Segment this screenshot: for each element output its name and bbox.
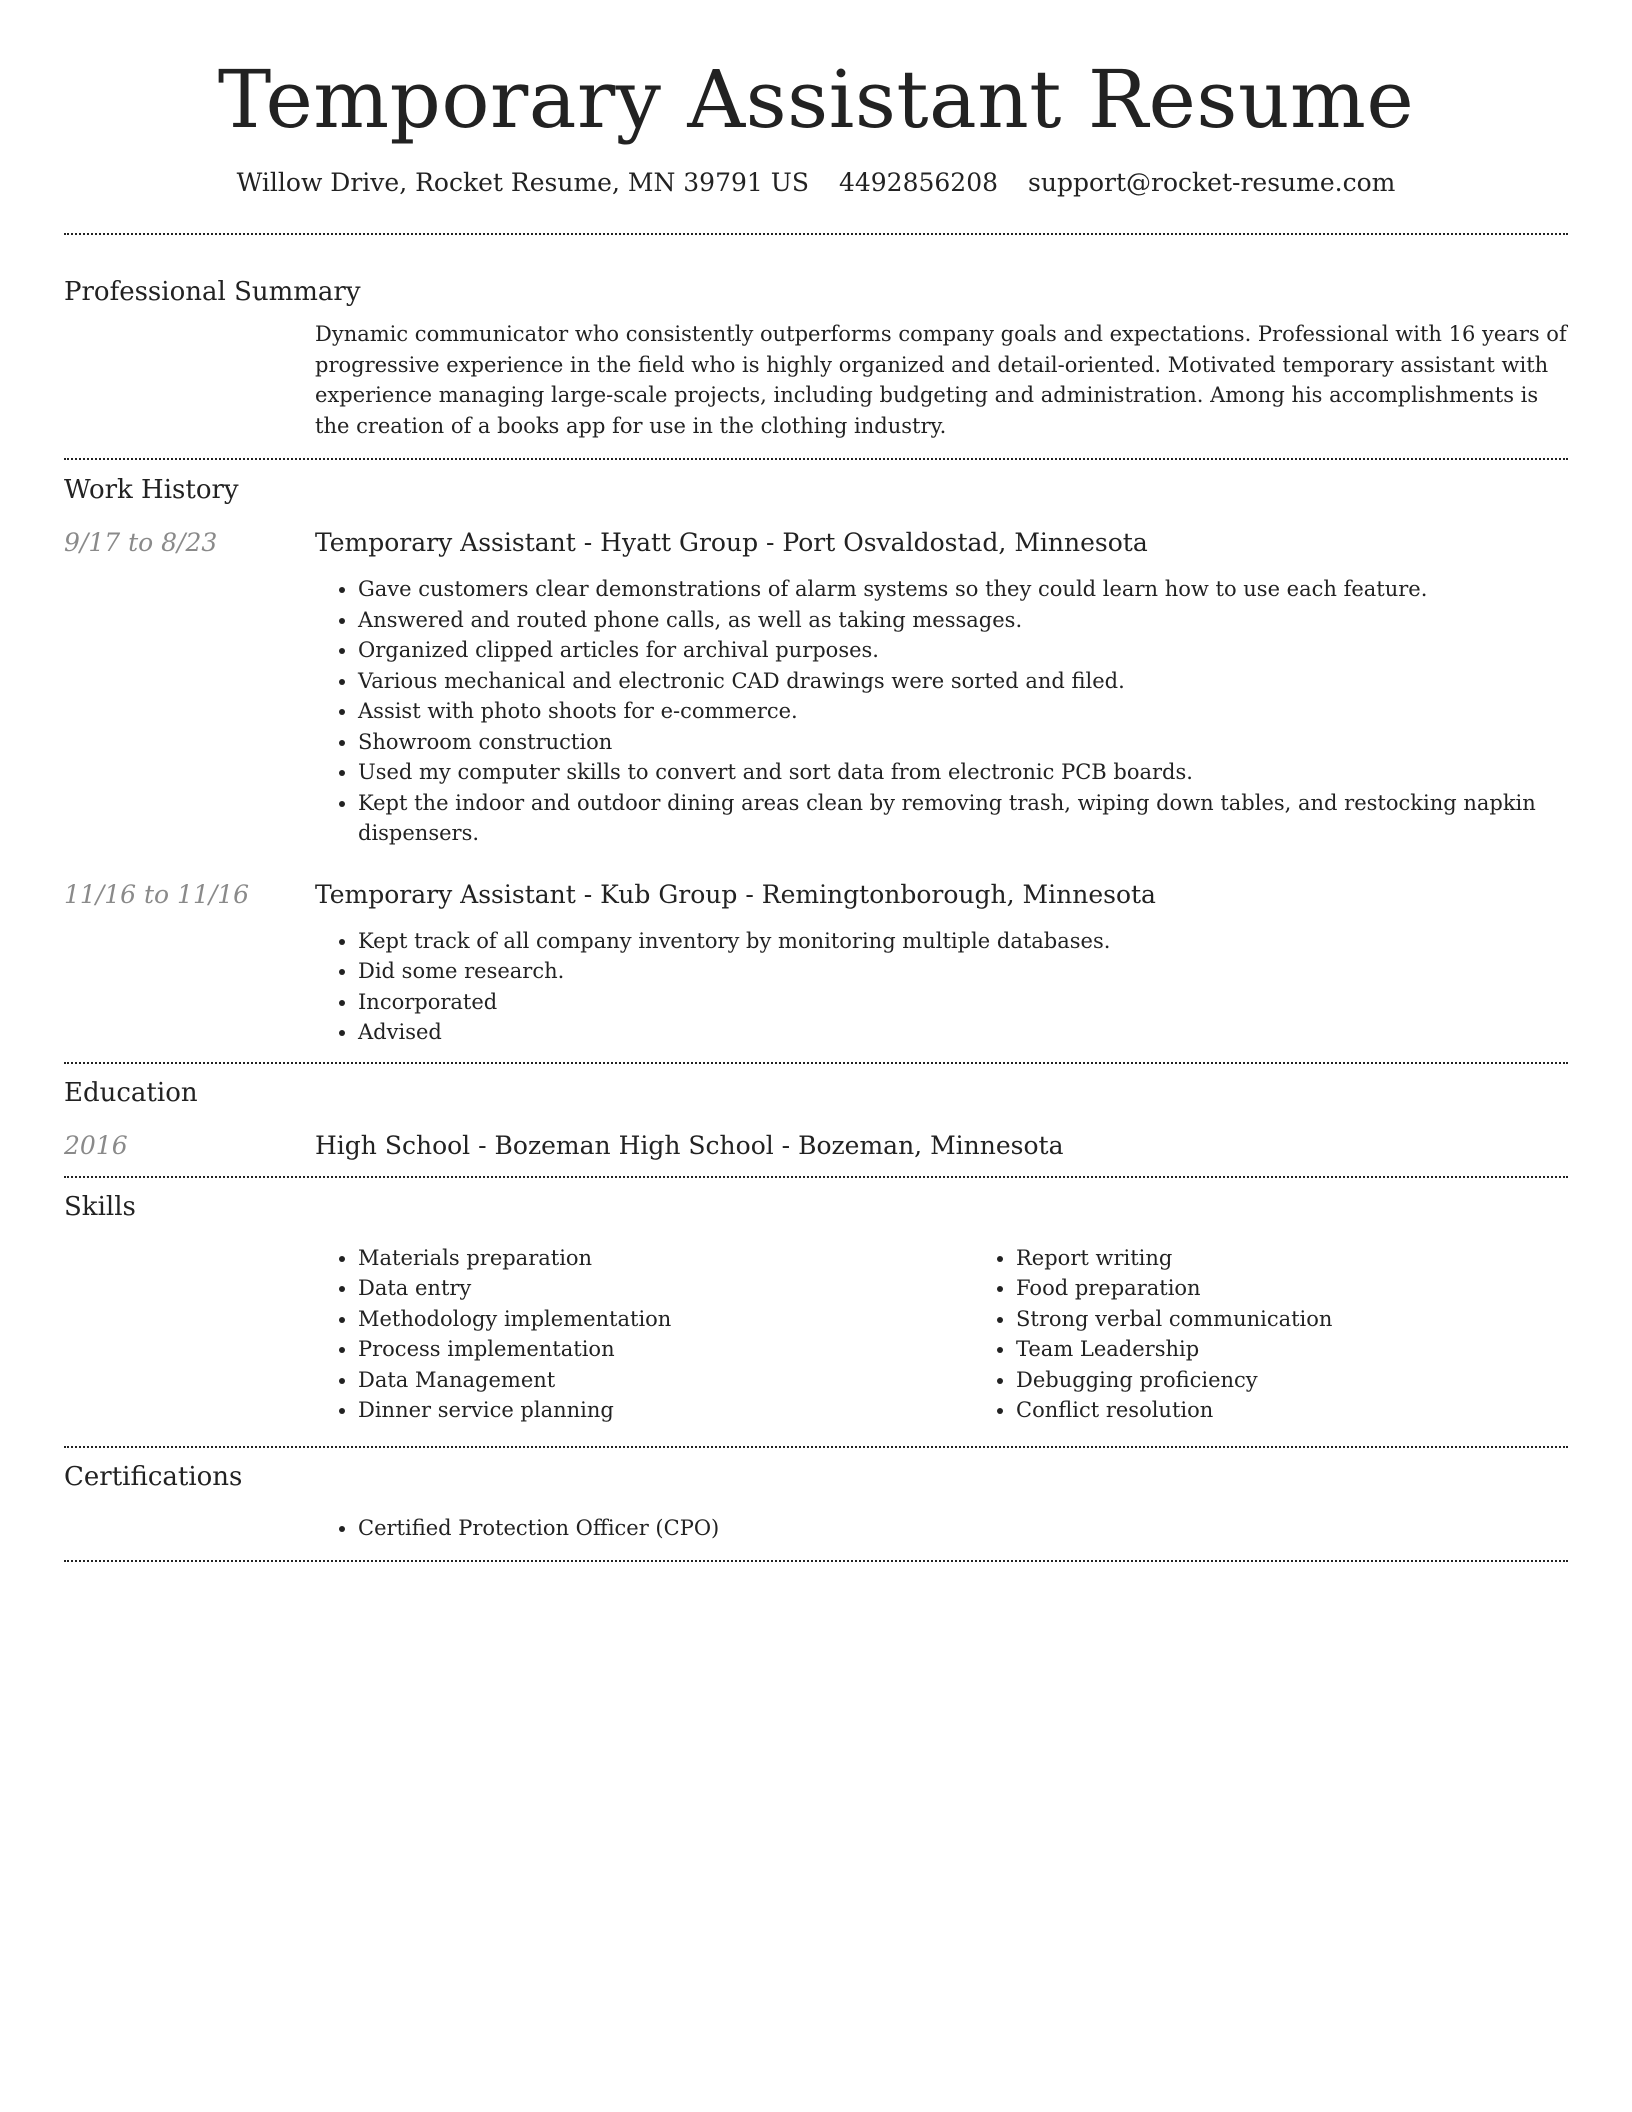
contact-line: [64, 166, 1568, 200]
section-heading-work: Work History: [64, 475, 239, 505]
list-item: • Team Leadership: [1016, 1334, 1568, 1365]
job-title: Temporary Assistant - Hyatt Group - Port Osvaldostad, Minnesota: [315, 528, 1148, 557]
job-body: [315, 878, 1568, 1048]
list-item: • Materials preparation: [358, 1243, 973, 1274]
job-entry: [64, 526, 1568, 849]
list-item: • Incorporated: [358, 987, 1568, 1018]
list-item: • Showroom construction: [358, 727, 1568, 758]
list-item: • Advised: [358, 1017, 1568, 1048]
job-dates: 9/17 to 8/23: [64, 528, 218, 557]
list-item: • Conflict resolution: [1016, 1395, 1568, 1426]
job-bullets: [315, 926, 1568, 1048]
list-item: • Did some research.: [358, 956, 1568, 987]
divider: [64, 233, 1568, 235]
job-entry: [64, 878, 1568, 1048]
certifications-row: [64, 1513, 1568, 1544]
education-date: 2016: [64, 1130, 128, 1160]
list-item: • Answered and routed phone calls, as well as taking messages.: [358, 605, 1568, 636]
list-item: • Process implementation: [358, 1334, 973, 1365]
job-title: Temporary Assistant - Kub Group - Remingtonborough, Minnesota: [315, 879, 1156, 909]
list-item: • Data Management: [358, 1365, 973, 1396]
education-body: [315, 1129, 1568, 1163]
section-heading-summary: Professional Summary: [64, 277, 361, 307]
list-item: • Food preparation: [1016, 1273, 1568, 1304]
job-body: [315, 526, 1568, 849]
summary-left-gutter: [64, 319, 315, 441]
contact-phone: 4492856208: [838, 168, 999, 197]
list-item: • Data entry: [358, 1273, 973, 1304]
list-item: • Assist with photo shoots for e-commerce.: [358, 696, 1568, 727]
summary-text: Dynamic communicator who consistently outperforms company goals and expectations. Professional with 16 years of progressive experience in the field who is highly organized and detail-oriented. Motivated temporary assistant with experience managing large-scale projects, including budgeting and administration. Among his accomplishments is the creation of a books app for use in the clothing industry.: [315, 322, 1567, 438]
list-item: • Report writing: [1016, 1243, 1568, 1274]
list-item: • Certified Protection Officer (CPO): [358, 1513, 1568, 1544]
list-item: • Strong verbal communication: [1016, 1304, 1568, 1335]
job-bullets: [315, 574, 1568, 849]
certifications-body: [315, 1513, 1568, 1544]
list-item: • Various mechanical and electronic CAD drawings were sorted and filed.: [358, 666, 1568, 697]
section-heading-skills: Skills: [64, 1191, 136, 1222]
list-item: • Debugging proficiency: [1016, 1365, 1568, 1396]
list-item: • Organized clipped articles for archival purposes.: [358, 635, 1568, 666]
skills-columns: [315, 1243, 1568, 1426]
divider: [64, 1446, 1568, 1448]
list-item: • Kept the indoor and outdoor dining areas clean by removing trash, wiping down tables, and restocking napkin dispensers.: [358, 788, 1568, 849]
divider: [64, 1176, 1568, 1178]
list-item: • Methodology implementation: [358, 1304, 973, 1335]
certifications-list: [315, 1513, 1568, 1544]
skills-list-right: [973, 1243, 1568, 1426]
list-item: • Used my computer skills to convert and sort data from electronic PCB boards.: [358, 757, 1568, 788]
contact-address: Willow Drive, Rocket Resume, MN 39791 US: [236, 168, 809, 197]
job-dates: 11/16 to 11/16: [64, 879, 250, 909]
education-entry: [64, 1129, 1568, 1163]
list-item: • Gave customers clear demonstrations of alarm systems so they could learn how to use each feature.: [358, 574, 1568, 605]
list-item: • Kept track of all company inventory by monitoring multiple databases.: [358, 926, 1568, 957]
skills-list-left: [315, 1243, 973, 1426]
skills-left-gutter: [64, 1243, 315, 1426]
divider: [64, 1062, 1568, 1064]
section-heading-education: Education: [64, 1077, 198, 1108]
list-item: • Dinner service planning: [358, 1395, 973, 1426]
contact-email: support@rocket-resume.com: [1028, 168, 1396, 197]
skills-row: [64, 1243, 1568, 1426]
summary-row: [64, 319, 1568, 441]
resume-title: Temporary Assistant Resume: [217, 53, 1415, 146]
education-title: High School - Bozeman High School - Bozeman, Minnesota: [315, 1130, 1064, 1160]
certifications-left-gutter: [64, 1513, 315, 1544]
divider: [64, 1560, 1568, 1562]
section-heading-certifications: Certifications: [64, 1461, 243, 1492]
divider: [64, 458, 1568, 460]
